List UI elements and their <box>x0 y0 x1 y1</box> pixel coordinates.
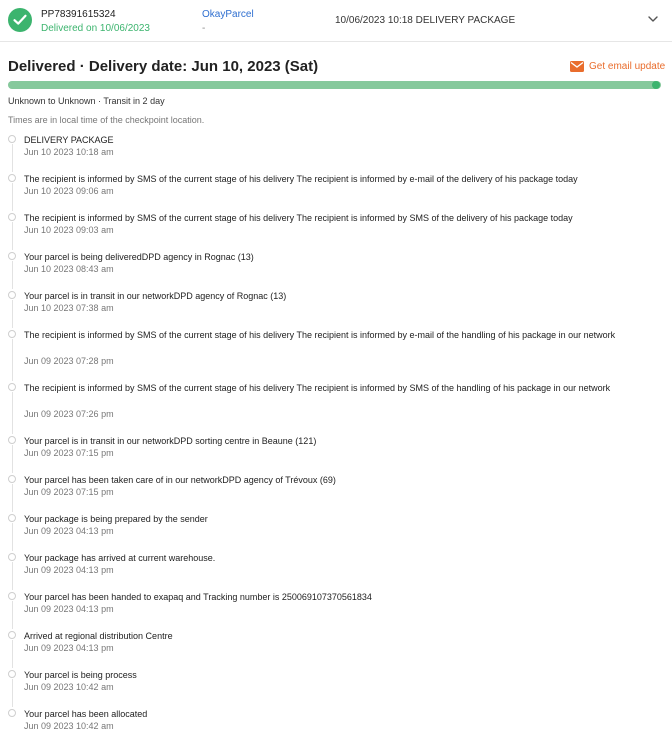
timeline-event <box>0 666 672 705</box>
timeline-connector <box>12 679 13 707</box>
event-timestamp: Jun 10 2023 08:43 am <box>24 264 114 274</box>
event-description: Arrived at regional distribution Centre <box>24 631 173 641</box>
event-timestamp: Jun 09 2023 10:42 am <box>24 682 114 692</box>
event-timestamp: Jun 09 2023 07:26 pm <box>24 409 114 419</box>
event-timestamp: Jun 09 2023 07:28 pm <box>24 356 114 366</box>
delivery-progress-bar <box>8 81 661 89</box>
timeline-event <box>0 326 672 379</box>
timeline-event <box>0 248 672 287</box>
event-timestamp: Jun 10 2023 10:18 am <box>24 147 114 157</box>
event-timestamp: Jun 10 2023 07:38 am <box>24 303 114 313</box>
timeline-dot <box>8 213 16 221</box>
event-description: Your parcel is in transit in our networkDPD agency of Rognac (13) <box>24 291 287 301</box>
shipment-summary-row[interactable] <box>0 0 672 42</box>
event-description: Your parcel has been handed to exapaq and Tracking number is 250069107370561834 <box>24 592 372 602</box>
timeline-connector <box>12 144 13 172</box>
event-description: Your package has arrived at current warehouse. <box>24 553 216 563</box>
timeline-event <box>0 379 672 432</box>
latest-event-text: 10/06/2023 10:18 DELIVERY PACKAGE <box>335 15 516 26</box>
route-summary: Unknown to Unknown · Transit in 2 day <box>8 96 165 106</box>
tracking-number: PP78391615324 <box>41 9 116 20</box>
event-description: DELIVERY PACKAGE <box>24 135 114 145</box>
event-description: Your parcel is being process <box>24 670 137 680</box>
timeline-event <box>0 432 672 471</box>
mail-icon <box>570 61 584 72</box>
timeline-dot <box>8 436 16 444</box>
timeline-connector <box>12 222 13 250</box>
timeline-dot <box>8 135 16 143</box>
timeline-dot <box>8 330 16 338</box>
event-timestamp: Jun 10 2023 09:06 am <box>24 186 114 196</box>
progress-fill <box>8 81 661 89</box>
timeline-dot <box>8 592 16 600</box>
timeline-event <box>0 705 672 744</box>
timeline-connector <box>12 484 13 512</box>
timeline-connector <box>12 601 13 629</box>
timeline-dot <box>8 670 16 678</box>
timeline-dot <box>8 553 16 561</box>
timeline-dot <box>8 709 16 717</box>
event-timestamp: Jun 09 2023 07:15 pm <box>24 448 114 458</box>
event-description: Your parcel is in transit in our networkDPD sorting centre in Beaune (121) <box>24 436 317 446</box>
timeline-connector <box>12 183 13 211</box>
status-title: Delivered · Delivery date: Jun 10, 2023 (Sat) <box>8 58 319 75</box>
timeline-connector <box>12 445 13 473</box>
timeline-dot <box>8 174 16 182</box>
delivered-status-icon <box>8 8 32 32</box>
event-timestamp: Jun 09 2023 04:13 pm <box>24 604 114 614</box>
event-timestamp: Jun 09 2023 07:15 pm <box>24 487 114 497</box>
email-update-label: Get email update <box>589 60 666 72</box>
event-description: Your parcel is being deliveredDPD agency in Rognac (13) <box>24 252 254 262</box>
get-email-update-button[interactable] <box>570 59 665 73</box>
timeline-event <box>0 287 672 326</box>
timeline-event <box>0 549 672 588</box>
timeline-connector <box>12 261 13 289</box>
timeline-connector <box>12 523 13 551</box>
timeline-dot <box>8 475 16 483</box>
event-timestamp: Jun 09 2023 04:13 pm <box>24 643 114 653</box>
timeline-event <box>0 131 672 170</box>
timeline-dot <box>8 514 16 522</box>
event-timestamp: Jun 09 2023 04:13 pm <box>24 526 114 536</box>
timeline-event <box>0 510 672 549</box>
progress-end-dot <box>652 81 660 89</box>
event-timestamp: Jun 09 2023 10:42 am <box>24 721 114 731</box>
chevron-down-icon[interactable] <box>647 14 659 24</box>
timeline-connector <box>12 392 13 434</box>
timeline-connector <box>12 339 13 381</box>
timeline-dot <box>8 291 16 299</box>
carrier-name-link[interactable]: OkayParcel <box>202 9 254 20</box>
timeline-connector <box>12 562 13 590</box>
event-timestamp: Jun 10 2023 09:03 am <box>24 225 114 235</box>
event-timestamp: Jun 09 2023 04:13 pm <box>24 565 114 575</box>
timeline-event <box>0 471 672 510</box>
timeline-dot <box>8 631 16 639</box>
timeline-event <box>0 627 672 666</box>
timeline-dot <box>8 383 16 391</box>
event-description: The recipient is informed by SMS of the current stage of his delivery The recipient is informed by SMS of the delivery of his package today <box>24 213 573 223</box>
timeline-event <box>0 209 672 248</box>
event-description: The recipient is informed by SMS of the current stage of his delivery The recipient is informed by e-mail of the delivery of his package today <box>24 174 578 184</box>
timezone-note: Times are in local time of the checkpoint location. <box>8 115 205 125</box>
event-description: Your parcel has been taken care of in our networkDPD agency of Trévoux (69) <box>24 475 336 485</box>
event-description: Your parcel has been allocated <box>24 709 148 719</box>
carrier-subtext: - <box>202 23 206 34</box>
delivered-on-text: Delivered on 10/06/2023 <box>41 23 150 34</box>
timeline-event <box>0 588 672 627</box>
event-description: Your package is being prepared by the sender <box>24 514 208 524</box>
timeline-connector <box>12 300 13 328</box>
check-icon <box>13 14 27 26</box>
event-description: The recipient is informed by SMS of the current stage of his delivery The recipient is informed by e-mail of the handling of his package in our network <box>24 330 616 340</box>
timeline-dot <box>8 252 16 260</box>
timeline-connector <box>12 640 13 668</box>
timeline-event <box>0 170 672 209</box>
event-description: The recipient is informed by SMS of the current stage of his delivery The recipient is informed by SMS of the handling of his package in our network <box>24 383 611 393</box>
